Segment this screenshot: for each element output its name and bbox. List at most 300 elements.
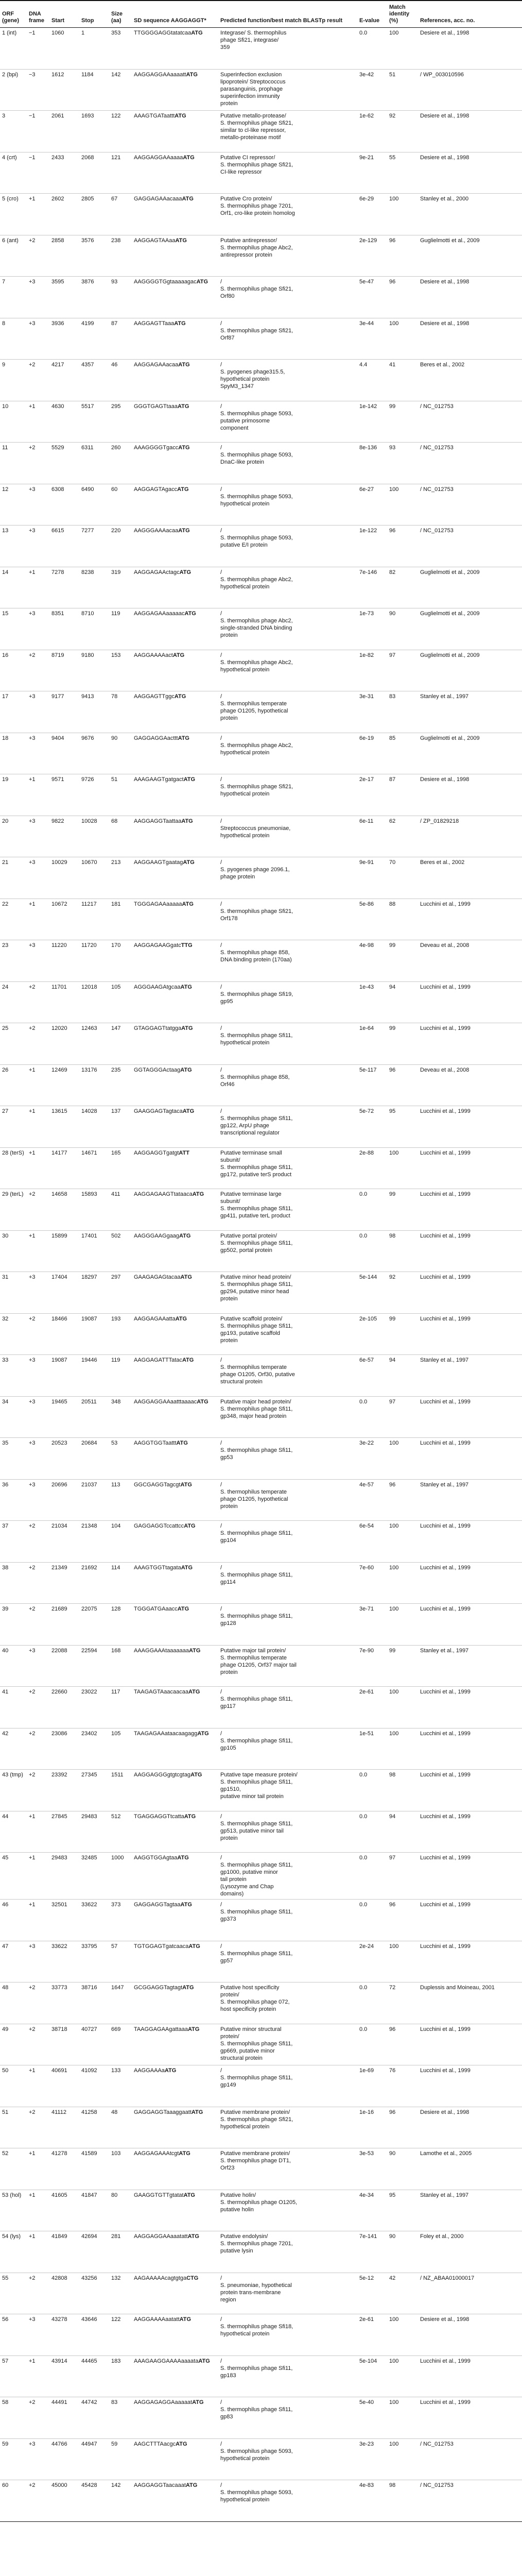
predicted-function-line: antirepressor protein xyxy=(220,251,272,258)
stop-cell: 11217 xyxy=(79,899,109,940)
orf-cell: 27 xyxy=(0,1106,27,1148)
match-identity-cell: 41 xyxy=(387,360,418,401)
predicted-function-line: SpyM3_1347 xyxy=(220,383,254,389)
sd-sequence-cell xyxy=(132,2148,218,2190)
sd-sequence-text: TAAGAGAAataacaagagg xyxy=(134,1730,198,1737)
predicted-function-line: gp348, major head protein xyxy=(220,1413,287,1419)
e-value-cell: 6e-54 xyxy=(357,1521,387,1563)
sd-sequence-text: AAGGAGAAAtcgt xyxy=(134,2150,179,2157)
predicted-function-line: S. pyogenes phage 2096.1, xyxy=(220,867,290,873)
predicted-function-cell xyxy=(218,816,357,857)
e-value-cell: 1e-64 xyxy=(357,1023,387,1065)
match-identity-cell: 93 xyxy=(387,443,418,484)
start-codon: ATG xyxy=(179,2150,190,2157)
start-cell: 3936 xyxy=(49,318,79,360)
stop-cell: 19087 xyxy=(79,1313,109,1355)
stop-cell: 9726 xyxy=(79,774,109,816)
predicted-function-line: S. thermophilus phage DT1, xyxy=(220,2158,291,2164)
predicted-function-line: Streptococcus pneumoniae, xyxy=(220,825,291,832)
table-row xyxy=(0,1811,522,1853)
predicted-function-line: gp172, putative terS product xyxy=(220,1171,292,1178)
size-cell: 319 xyxy=(109,567,132,608)
e-value-cell: 5e-117 xyxy=(357,1064,387,1106)
match-identity-cell: 96 xyxy=(387,1479,418,1521)
size-cell: 1511 xyxy=(109,1770,132,1811)
sd-sequence-text: AAGGAGGAAaatttaaaac xyxy=(134,1398,197,1405)
dna-frame-cell: +1 xyxy=(27,567,49,608)
predicted-function-line: gp513, putative minor tail xyxy=(220,1827,284,1834)
predicted-function-line: single-stranded DNA binding xyxy=(220,625,292,631)
orf-cell: 40 xyxy=(0,1645,27,1687)
predicted-function-line: S. thermophilus phage 858, xyxy=(220,1074,290,1080)
start-codon: ATG xyxy=(177,486,189,493)
match-identity-cell: 97 xyxy=(387,1396,418,1438)
table-row xyxy=(0,1230,522,1272)
match-identity-cell: 100 xyxy=(387,1687,418,1728)
orf-cell: 43 (tmp) xyxy=(0,1770,27,1811)
dna-frame-cell: +2 xyxy=(27,2397,49,2439)
predicted-function-line: Putative endolysin/ xyxy=(220,2233,268,2240)
predicted-function-line: S. thermophilus phage 7201, xyxy=(220,2241,293,2247)
sd-sequence-text: AAGGAAAAaatatt xyxy=(134,2316,180,2323)
e-value-cell: 6e-19 xyxy=(357,733,387,774)
reference-cell: / WP_003010596 xyxy=(418,69,522,111)
predicted-function-cell xyxy=(218,1562,357,1604)
stop-cell: 23022 xyxy=(79,1687,109,1728)
sd-sequence-text: AAGGAGAAaaaaac xyxy=(134,611,185,617)
table-body xyxy=(0,28,522,2522)
start-codon: ATG xyxy=(176,2441,187,2447)
start-cell: 11220 xyxy=(49,940,79,982)
e-value-cell: 0.0 xyxy=(357,1230,387,1272)
sd-sequence-text: AAGGTGGAgtaa xyxy=(134,1855,178,1861)
predicted-function-line: / xyxy=(220,2482,222,2488)
predicted-function-line: gp83 xyxy=(220,2414,233,2420)
match-identity-cell: 96 xyxy=(387,2024,418,2065)
predicted-function-line: hypothetical protein xyxy=(220,791,270,797)
table-row xyxy=(0,733,522,774)
reference-cell: Desiere et al., 1998 xyxy=(418,111,522,152)
orf-cell: 41 xyxy=(0,1687,27,1728)
predicted-function-line: Putative tape measure protein/ xyxy=(220,1772,298,1778)
start-codon: ATG xyxy=(197,1398,208,1405)
predicted-function-cell xyxy=(218,1272,357,1314)
predicted-function-line: protein trans-membrane xyxy=(220,2289,281,2296)
predicted-function-cell xyxy=(218,2231,357,2273)
predicted-function-line: S. thermophilus phage 858, xyxy=(220,950,290,956)
size-cell: 48 xyxy=(109,2107,132,2148)
size-cell: 87 xyxy=(109,318,132,360)
start-cell: 40691 xyxy=(49,2065,79,2107)
reference-cell: / NC_012753 xyxy=(418,401,522,443)
predicted-function-line: protein xyxy=(220,1669,238,1675)
predicted-function-line: gp105 xyxy=(220,1744,236,1751)
predicted-function-line: phage O1205, Orf30, putative xyxy=(220,1371,295,1378)
e-value-cell: 3e-22 xyxy=(357,1438,387,1480)
predicted-function-line: S. thermophilus phage Sfi11, xyxy=(220,1447,293,1453)
sd-sequence-text: AAGGAAAAact xyxy=(134,652,173,658)
col-header-orf: ORF (gene) xyxy=(0,1,27,28)
stop-cell: 38716 xyxy=(79,1982,109,2024)
orf-cell: 8 xyxy=(0,318,27,360)
predicted-function-line: S. thermophilus phage 072, xyxy=(220,1999,290,2005)
predicted-function-line: Orf178 xyxy=(220,915,238,922)
size-cell: 168 xyxy=(109,1645,132,1687)
predicted-function-cell xyxy=(218,2190,357,2231)
predicted-function-line: (Lysozyme and Chap xyxy=(220,1884,274,1890)
sd-sequence-text: GGGTGAGTtaaa xyxy=(134,403,178,410)
predicted-function-line: Orf87 xyxy=(220,334,235,341)
dna-frame-cell: +2 xyxy=(27,1023,49,1065)
sd-sequence-cell xyxy=(132,2480,218,2522)
start-codon: ATG xyxy=(191,2109,203,2115)
sd-sequence-cell xyxy=(132,2231,218,2273)
stop-cell: 41847 xyxy=(79,2190,109,2231)
reference-cell: Lucchini et al., 1999 xyxy=(418,1023,522,1065)
reference-cell: Lucchini et al., 1999 xyxy=(418,1811,522,1853)
reference-cell: Guglielmotti et al., 2009 xyxy=(418,567,522,608)
predicted-function-line: / xyxy=(220,1902,222,1908)
size-cell: 348 xyxy=(109,1396,132,1438)
e-value-cell: 7e-146 xyxy=(357,567,387,608)
reference-cell: Beres et al., 2002 xyxy=(418,857,522,899)
dna-frame-cell: +3 xyxy=(27,1355,49,1397)
predicted-function-line: metallo-proteinase motif xyxy=(220,134,281,141)
predicted-function-line: phage Sfi21, integrase/ xyxy=(220,37,279,43)
dna-frame-cell: +3 xyxy=(27,1438,49,1480)
sd-sequence-cell xyxy=(132,1479,218,1521)
reference-cell: Desiere et al., 1998 xyxy=(418,152,522,194)
predicted-function-cell xyxy=(218,981,357,1023)
orf-cell: 26 xyxy=(0,1064,27,1106)
dna-frame-cell: +3 xyxy=(27,2314,49,2356)
dna-frame-cell: −1 xyxy=(27,28,49,70)
size-cell: 57 xyxy=(109,1941,132,1982)
size-cell: 119 xyxy=(109,1355,132,1397)
predicted-function-line: DnaC-like protein xyxy=(220,459,264,465)
table-row xyxy=(0,2231,522,2273)
sd-sequence-text: AAGGAGGAAaaaatt xyxy=(134,71,186,78)
start-codon: CTG xyxy=(186,2275,199,2281)
match-identity-cell: 100 xyxy=(387,1521,418,1563)
orf-cell: 51 xyxy=(0,2107,27,2148)
reference-cell: / NZ_ABAA01000017 xyxy=(418,2273,522,2314)
predicted-function-line: / xyxy=(220,1357,222,1363)
stop-cell: 15893 xyxy=(79,1189,109,1231)
sd-sequence-text: AAGGAGGAAaaaa xyxy=(134,154,183,161)
start-cell: 18466 xyxy=(49,1313,79,1355)
stop-cell: 33795 xyxy=(79,1941,109,1982)
sd-sequence-text: AAGGAGAActagc xyxy=(134,569,180,575)
start-codon: ATG xyxy=(179,1232,191,1239)
start-cell: 41278 xyxy=(49,2148,79,2190)
predicted-function-line: S. thermophilus phage Sfi21, xyxy=(220,120,293,126)
e-value-cell: 0.0 xyxy=(357,2024,387,2065)
e-value-cell: 1e-82 xyxy=(357,650,387,691)
match-identity-cell: 85 xyxy=(387,733,418,774)
e-value-cell: 1e-69 xyxy=(357,2065,387,2107)
predicted-function-line: S. thermophilus phage Sfi18, xyxy=(220,2324,293,2330)
size-cell: 93 xyxy=(109,277,132,318)
table-row xyxy=(0,899,522,940)
start-codon: ATG xyxy=(185,2482,198,2488)
predicted-function-cell xyxy=(218,484,357,526)
start-cell: 27845 xyxy=(49,1811,79,1853)
table-row xyxy=(0,1982,522,2024)
stop-cell: 3876 xyxy=(79,277,109,318)
dna-frame-cell: +2 xyxy=(27,443,49,484)
size-cell: 669 xyxy=(109,2024,132,2065)
match-identity-cell: 88 xyxy=(387,899,418,940)
table-row xyxy=(0,1521,522,1563)
sd-sequence-text: GAAGGAGTagtaca xyxy=(134,1108,183,1114)
sd-sequence-cell xyxy=(132,940,218,982)
reference-cell: Desiere et al., 1998 xyxy=(418,2107,522,2148)
dna-frame-cell: +3 xyxy=(27,816,49,857)
orf-cell: 50 xyxy=(0,2065,27,2107)
predicted-function-line: Putative minor head protein/ xyxy=(220,1274,291,1280)
e-value-cell: 3e-71 xyxy=(357,1604,387,1646)
e-value-cell: 5e-12 xyxy=(357,2273,387,2314)
start-codon: ATG xyxy=(198,2358,210,2364)
start-codon: ATG xyxy=(179,569,192,575)
table-row xyxy=(0,1645,522,1687)
predicted-function-line: Putative CI repressor/ xyxy=(220,154,275,161)
stop-cell: 1693 xyxy=(79,111,109,152)
table-row xyxy=(0,650,522,691)
start-cell: 21034 xyxy=(49,1521,79,1563)
stop-cell: 44742 xyxy=(79,2397,109,2439)
predicted-function-cell xyxy=(218,1479,357,1521)
start-cell: 21349 xyxy=(49,1562,79,1604)
dna-frame-cell: +1 xyxy=(27,1853,49,1900)
predicted-function-line: protein/ xyxy=(220,2033,239,2040)
sd-sequence-cell xyxy=(132,2355,218,2397)
predicted-function-line: Putative holin/ xyxy=(220,2192,256,2198)
start-cell: 19087 xyxy=(49,1355,79,1397)
predicted-function-line: / xyxy=(220,942,222,948)
sd-sequence-text: AAGGAGAAacaa xyxy=(134,362,179,368)
start-cell: 3595 xyxy=(49,277,79,318)
stop-cell: 21348 xyxy=(79,1521,109,1563)
predicted-function-cell xyxy=(218,1728,357,1770)
sd-sequence-cell xyxy=(132,28,218,70)
sd-sequence-cell xyxy=(132,1355,218,1397)
predicted-function-line: / xyxy=(220,1855,222,1861)
table-row xyxy=(0,816,522,857)
table-row xyxy=(0,1355,522,1397)
predicted-function-line: S. thermophilus temperate xyxy=(220,701,287,707)
match-identity-cell: 100 xyxy=(387,2397,418,2439)
predicted-function-line: gp149 xyxy=(220,2082,236,2088)
reference-cell: Guglielmotti et al., 2009 xyxy=(418,650,522,691)
predicted-function-line: 359 xyxy=(220,44,230,50)
e-value-cell: 5e-40 xyxy=(357,2397,387,2439)
reference-cell: Lucchini et al., 1999 xyxy=(418,1900,522,1941)
start-codon: ATG xyxy=(191,30,203,36)
sd-sequence-text: TGAGGAGGTtcatta xyxy=(134,1813,184,1820)
reference-cell: Stanley et al., 1997 xyxy=(418,2190,522,2231)
stop-cell: 3576 xyxy=(79,235,109,277)
e-value-cell: 7e-90 xyxy=(357,1645,387,1687)
sd-sequence-text: AAGAAAAAcagtgtga xyxy=(134,2275,187,2281)
stop-cell: 4357 xyxy=(79,360,109,401)
predicted-function-cell xyxy=(218,1853,357,1900)
start-codon: TTG xyxy=(181,942,193,948)
predicted-function-line: S. thermophilus phage Sfi21, xyxy=(220,286,293,292)
start-codon: ATG xyxy=(180,1274,192,1280)
orf-cell: 47 xyxy=(0,1941,27,1982)
e-value-cell: 1e-16 xyxy=(357,2107,387,2148)
match-identity-cell: 55 xyxy=(387,152,418,194)
reference-cell: / NC_012753 xyxy=(418,526,522,567)
match-identity-cell: 98 xyxy=(387,2480,418,2522)
stop-cell: 21037 xyxy=(79,1479,109,1521)
reference-cell: Lucchini et al., 1999 xyxy=(418,1230,522,1272)
start-codon: ATG xyxy=(183,776,196,783)
sd-sequence-cell xyxy=(132,899,218,940)
start-codon: ATG xyxy=(176,1440,188,1446)
stop-cell: 27345 xyxy=(79,1770,109,1811)
table-row xyxy=(0,2397,522,2439)
sd-sequence-text: AAAGAAGTgatgact xyxy=(134,776,184,783)
dna-frame-cell: +2 xyxy=(27,1189,49,1231)
orf-cell: 28 (terS) xyxy=(0,1147,27,1189)
start-cell: 23086 xyxy=(49,1728,79,1770)
match-identity-cell: 94 xyxy=(387,1355,418,1397)
match-identity-cell: 92 xyxy=(387,111,418,152)
start-codon: ATG xyxy=(182,1985,194,1991)
size-cell: 119 xyxy=(109,608,132,650)
stop-cell: 9413 xyxy=(79,691,109,733)
e-value-cell: 1e-73 xyxy=(357,608,387,650)
sd-sequence-text: AAGCTTTAacgc xyxy=(134,2441,176,2447)
orf-cell: 11 xyxy=(0,443,27,484)
e-value-cell: 0.0 xyxy=(357,28,387,70)
dna-frame-cell: +3 xyxy=(27,1396,49,1438)
start-cell: 6308 xyxy=(49,484,79,526)
predicted-function-line: similar to cl-like repressor, xyxy=(220,127,286,133)
start-codon: ATG xyxy=(184,1813,196,1820)
predicted-function-cell xyxy=(218,2024,357,2065)
reference-cell: Lucchini et al., 1999 xyxy=(418,2024,522,2065)
table-row xyxy=(0,443,522,484)
table-row xyxy=(0,1853,522,1900)
sd-sequence-text: AAGGAGAAGgatc xyxy=(134,942,181,948)
predicted-function-line: / xyxy=(220,2358,222,2364)
reference-cell: Lucchini et al., 1999 xyxy=(418,1604,522,1646)
predicted-function-line: / xyxy=(220,611,222,617)
predicted-function-line: / xyxy=(220,279,222,285)
table-row xyxy=(0,691,522,733)
e-value-cell: 1e-122 xyxy=(357,526,387,567)
predicted-function-cell xyxy=(218,401,357,443)
dna-frame-cell: +1 xyxy=(27,1900,49,1941)
orf-cell: 45 xyxy=(0,1853,27,1900)
dna-frame-cell: +3 xyxy=(27,526,49,567)
table-row xyxy=(0,526,522,567)
e-value-cell: 2e-17 xyxy=(357,774,387,816)
reference-cell: / NC_012753 xyxy=(418,443,522,484)
size-cell: 235 xyxy=(109,1064,132,1106)
table-row xyxy=(0,981,522,1023)
stop-cell: 17401 xyxy=(79,1230,109,1272)
reference-cell: Beres et al., 2002 xyxy=(418,360,522,401)
dna-frame-cell: +2 xyxy=(27,1687,49,1728)
predicted-function-line: / xyxy=(220,1943,222,1950)
predicted-function-cell xyxy=(218,1023,357,1065)
predicted-function-line: S. thermophilus phage Sfi11, xyxy=(220,1909,293,1915)
predicted-function-cell xyxy=(218,1230,357,1272)
sd-sequence-text: TGGGAGAAaaaaa xyxy=(134,901,182,907)
sd-sequence-cell xyxy=(132,1106,218,1148)
predicted-function-line: Integrase/ S. thermophilus xyxy=(220,30,287,36)
reference-cell: Lucchini et al., 1999 xyxy=(418,1147,522,1189)
predicted-function-line: / xyxy=(220,735,222,741)
sd-sequence-cell xyxy=(132,2273,218,2314)
stop-cell: 19446 xyxy=(79,1355,109,1397)
start-codon: ATG xyxy=(175,237,187,244)
size-cell: 83 xyxy=(109,2397,132,2439)
match-identity-cell: 96 xyxy=(387,2107,418,2148)
size-cell: 113 xyxy=(109,1479,132,1521)
orf-cell: 34 xyxy=(0,1396,27,1438)
table-row xyxy=(0,1396,522,1438)
orf-cell: 30 xyxy=(0,1230,27,1272)
start-cell: 14177 xyxy=(49,1147,79,1189)
match-identity-cell: 97 xyxy=(387,650,418,691)
predicted-function-line: S. thermophilus phage 5093, xyxy=(220,2448,293,2454)
predicted-function-line: / xyxy=(220,2441,222,2447)
start-cell: 21689 xyxy=(49,1604,79,1646)
dna-frame-cell: +1 xyxy=(27,1147,49,1189)
predicted-function-line: / xyxy=(220,2316,222,2323)
size-cell: 137 xyxy=(109,1106,132,1148)
dna-frame-cell: +3 xyxy=(27,608,49,650)
reference-cell: Foley et al., 2000 xyxy=(418,2231,522,2273)
table-row xyxy=(0,1064,522,1106)
stop-cell: 22594 xyxy=(79,1645,109,1687)
start-codon: ATG xyxy=(177,1855,189,1861)
predicted-function-line: putative lysin xyxy=(220,2248,253,2254)
col-header-sd-sequence: SD sequence AAGGAGGT* xyxy=(132,1,218,28)
stop-cell: 8710 xyxy=(79,608,109,650)
predicted-function-line: / xyxy=(220,1730,222,1737)
predicted-function-cell xyxy=(218,2107,357,2148)
table-row xyxy=(0,360,522,401)
e-value-cell: 3e-31 xyxy=(357,691,387,733)
match-identity-cell: 95 xyxy=(387,2190,418,2231)
table-row xyxy=(0,1479,522,1521)
size-cell: 121 xyxy=(109,152,132,194)
stop-cell: 14671 xyxy=(79,1147,109,1189)
sd-sequence-cell xyxy=(132,567,218,608)
predicted-function-line: S. thermophilus phage 7201, xyxy=(220,203,293,209)
orf-cell: 35 xyxy=(0,1438,27,1480)
e-value-cell: 2e-61 xyxy=(357,1687,387,1728)
start-codon: ATG xyxy=(164,2067,177,2074)
predicted-function-line: S. thermophilus phage Sfi11, xyxy=(220,2365,293,2371)
col-header-match-identity: Match identity (%) xyxy=(387,1,418,28)
e-value-cell: 5e-72 xyxy=(357,1106,387,1148)
orf-cell: 21 xyxy=(0,857,27,899)
sd-sequence-cell xyxy=(132,857,218,899)
sd-sequence-cell xyxy=(132,608,218,650)
start-codon: ATG xyxy=(183,859,195,866)
reference-cell: Stanley et al., 2000 xyxy=(418,194,522,235)
reference-cell: / NC_012753 xyxy=(418,2480,522,2522)
reference-cell: Lucchini et al., 1999 xyxy=(418,981,522,1023)
